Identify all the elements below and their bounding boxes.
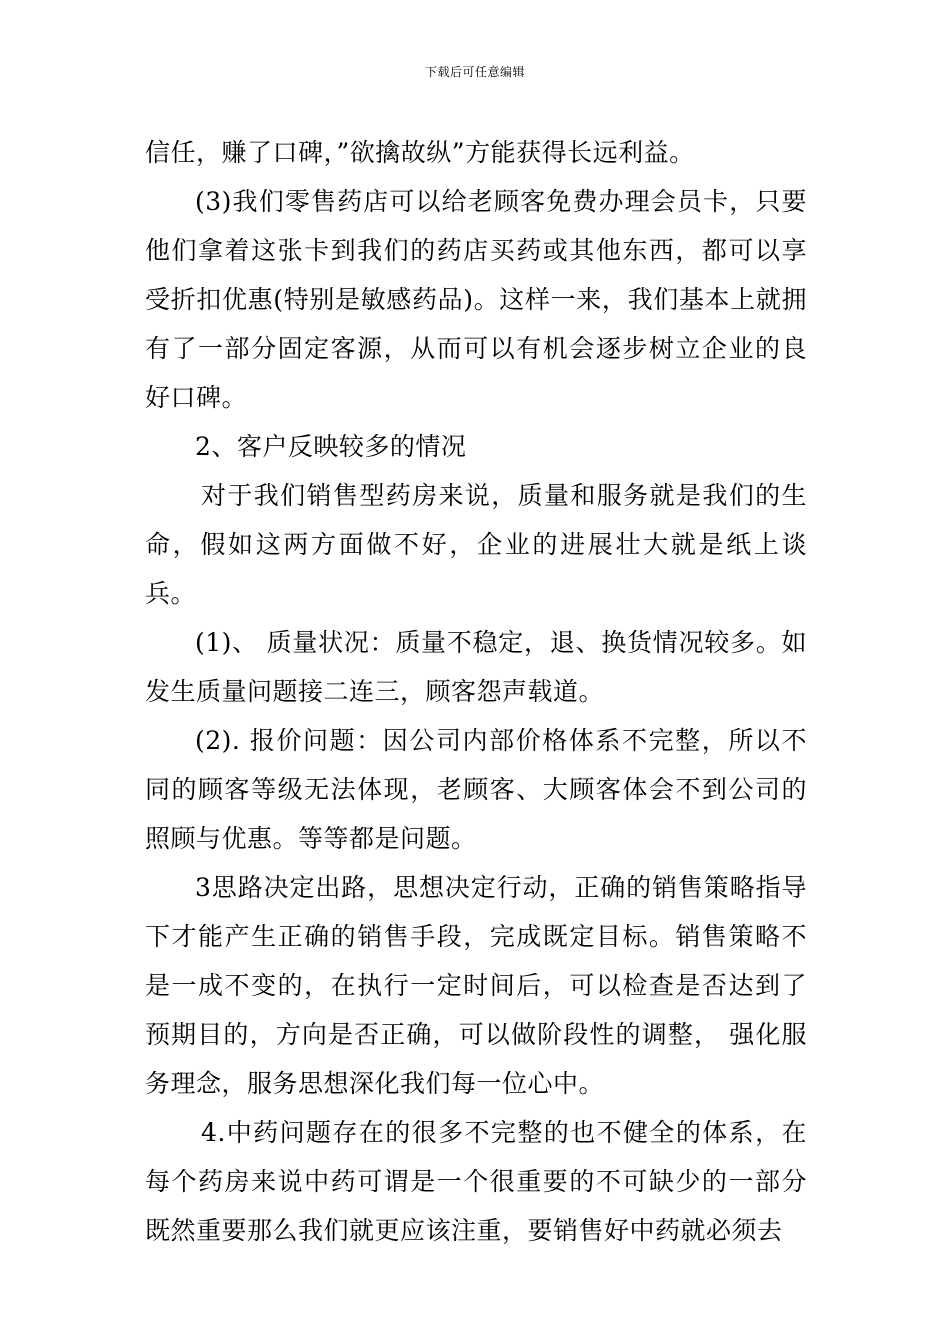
paragraph-3-heading: 2、客户反映较多的情况 [195, 432, 467, 461]
paragraph-1: 信任，赚了口碑，”欲擒故纵”方能获得长远利益。 [145, 138, 695, 167]
paragraph-2: (3)我们零售药店可以给老顾客免费办理会员卡，只要他们拿着这张卡到我们的药店买药或其他东西，都可以享受折扣优惠(特别是敏感药品)。这样一来，我们基本上就拥有了一部分固定客源，从而可以有机会逐步树立企业的良好口碑。 [145, 187, 807, 412]
paragraph-8: 4.中药问题存在的很多不完整的也不健全的体系，在每个药房来说中药可谓是一个很重要的不可缺少的一部分既然重要那么我们就更应该注重，要销售好中药就必须去 [145, 1118, 807, 1245]
page-header: 下载后可任意编辑 [424, 65, 525, 79]
paragraph-7: 3思路决定出路，思想决定行动，正确的销售策略指导下才能产生正确的销售手段，完成既定目标。销售策略不是一成不变的，在执行一定时间后，可以检查是否达到了预期目的，方向是否正确，可以做阶段性的调整， 强化服务理念，服务思想深化我们每一位心中。 [145, 873, 807, 1098]
paragraph-6: (2). 报价问题：因公司内部价格体系不完整，所以不同的顾客等级无法体现，老顾客、大顾客体会不到公司的照顾与优惠。等等都是问题。 [145, 726, 807, 853]
paragraph-4: 对于我们销售型药房来说，质量和服务就是我们的生命，假如这两方面做不好，企业的进展壮大就是纸上谈兵。 [145, 481, 807, 608]
paragraph-5: (1)、 质量状况：质量不稳定，退、换货情况较多。如发生质量问题接二连三，顾客怨声载道。 [145, 628, 807, 706]
document-body [145, 128, 807, 1255]
